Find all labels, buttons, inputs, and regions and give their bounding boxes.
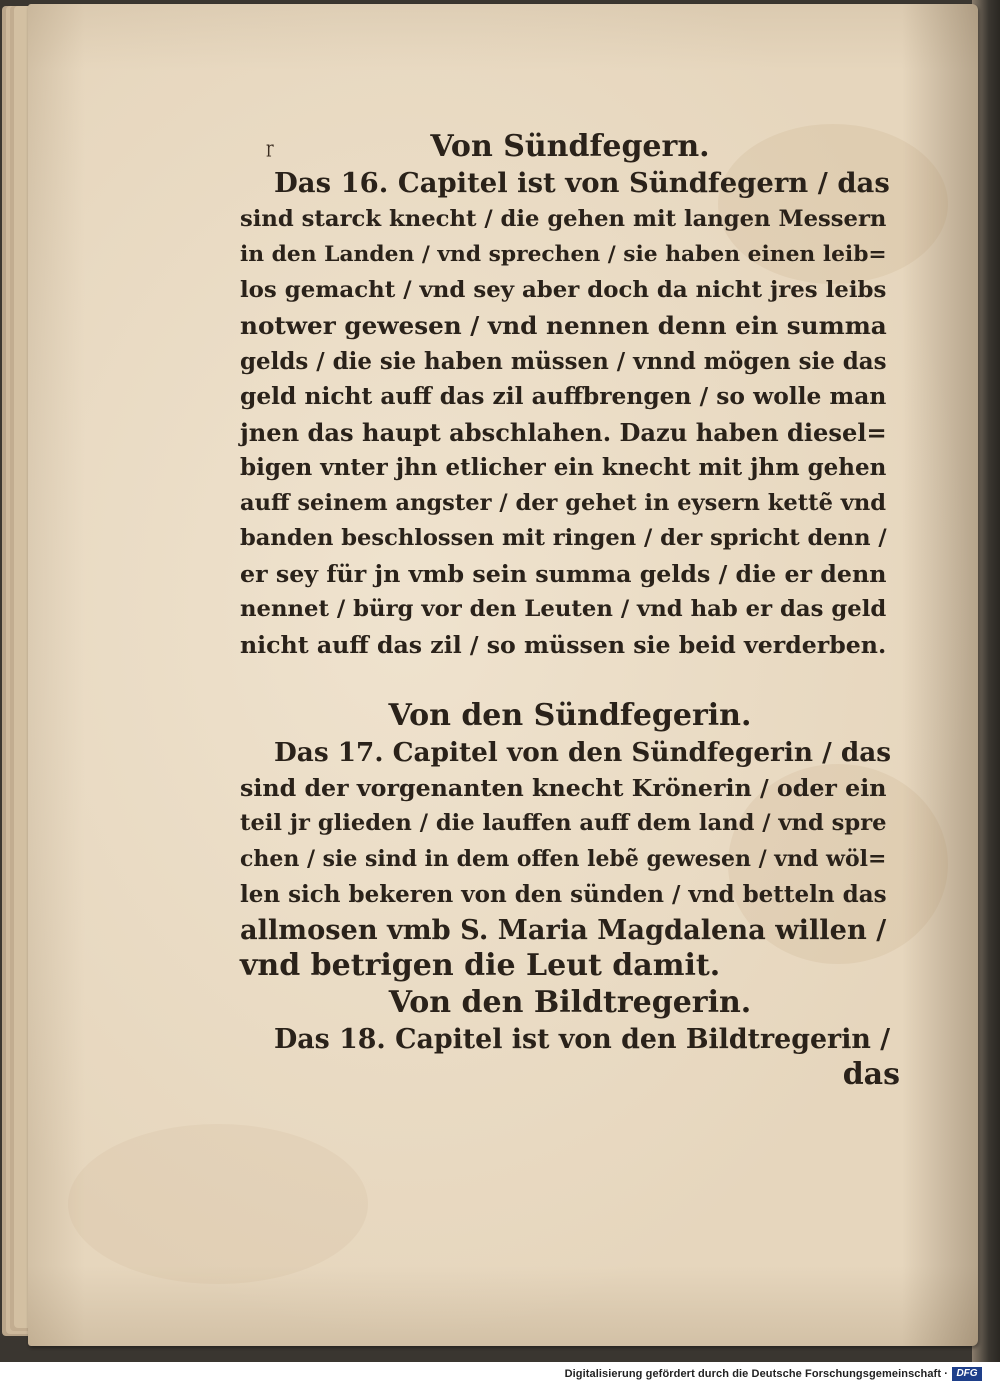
text-line: nennet / bürg vor den Leuten / vnd hab er das geld (240, 596, 887, 622)
text-line: Das 16. Capitel ist von Sündfegern / das (274, 167, 890, 199)
text-line: nicht auff das zil / so müssen sie beid verderben. (240, 630, 887, 659)
dfg-logo: DFG (952, 1367, 982, 1381)
text-line: allmosen vmb S. Maria Magdalena willen / (240, 913, 887, 946)
section-heading: Von den Bildtregerin. (388, 984, 752, 1020)
paper-stain (68, 1124, 368, 1284)
text-line: bigen vnter jhn etlicher ein knecht mit jhm gehen (240, 454, 887, 481)
text-line: gelds / die sie haben müssen / vnnd mögen sie das (240, 347, 887, 375)
text-line: notwer gewesen / vnd nennen denn ein summa (240, 311, 887, 340)
text-block (240, 128, 900, 1093)
text-line: jnen das haupt abschlahen. Dazu haben diesel= (240, 417, 887, 447)
text-line: geld nicht auff das zil auffbrengen / so wolle man (240, 382, 887, 410)
text-line: er sey für jn vmb sein summa gelds / die er denn (240, 559, 887, 588)
text-line: sind starck knecht / die gehen mit langen Messern (240, 205, 887, 232)
footer-bar (0, 1362, 1000, 1387)
catchword: das (842, 1057, 900, 1092)
text-line: sind der vorgenanten knecht Krönerin / oder ein (240, 773, 887, 802)
text-line: los gemacht / vnd sey aber doch da nicht jres leibs (240, 276, 887, 303)
text-line: vnd betrigen die Leut damit. (240, 948, 721, 983)
section-heading: Von den Sündfegerin. (388, 698, 752, 733)
text-line: chen / sie sind in dem offen lebẽ gewesen / vnd wöl= (240, 845, 887, 872)
signature-mark: ɼ (266, 138, 274, 157)
funding-credit: Digitalisierung gefördert durch die Deutsche Forschungsgemeinschaft · (564, 1368, 948, 1380)
text-line: len sich bekeren von den sünden / vnd betteln das (240, 881, 887, 908)
text-line: Das 18. Capitel ist von den Bildtregerin / (274, 1023, 891, 1055)
text-line: banden beschlossen mit ringen / der spricht denn / (240, 525, 887, 551)
text-line: auff seinem angster / der gehet in eysern kettẽ vnd (240, 489, 887, 516)
section-spacer (240, 663, 900, 697)
text-line: teil jr glieden / die lauffen auff dem land / vnd spre (240, 810, 887, 836)
section-heading: Von Sündfegern. (430, 129, 710, 164)
text-line: Das 17. Capitel von den Sündfegerin / das (274, 737, 892, 768)
text-line: in den Landen / vnd sprechen / sie haben einen leib= (240, 242, 887, 267)
